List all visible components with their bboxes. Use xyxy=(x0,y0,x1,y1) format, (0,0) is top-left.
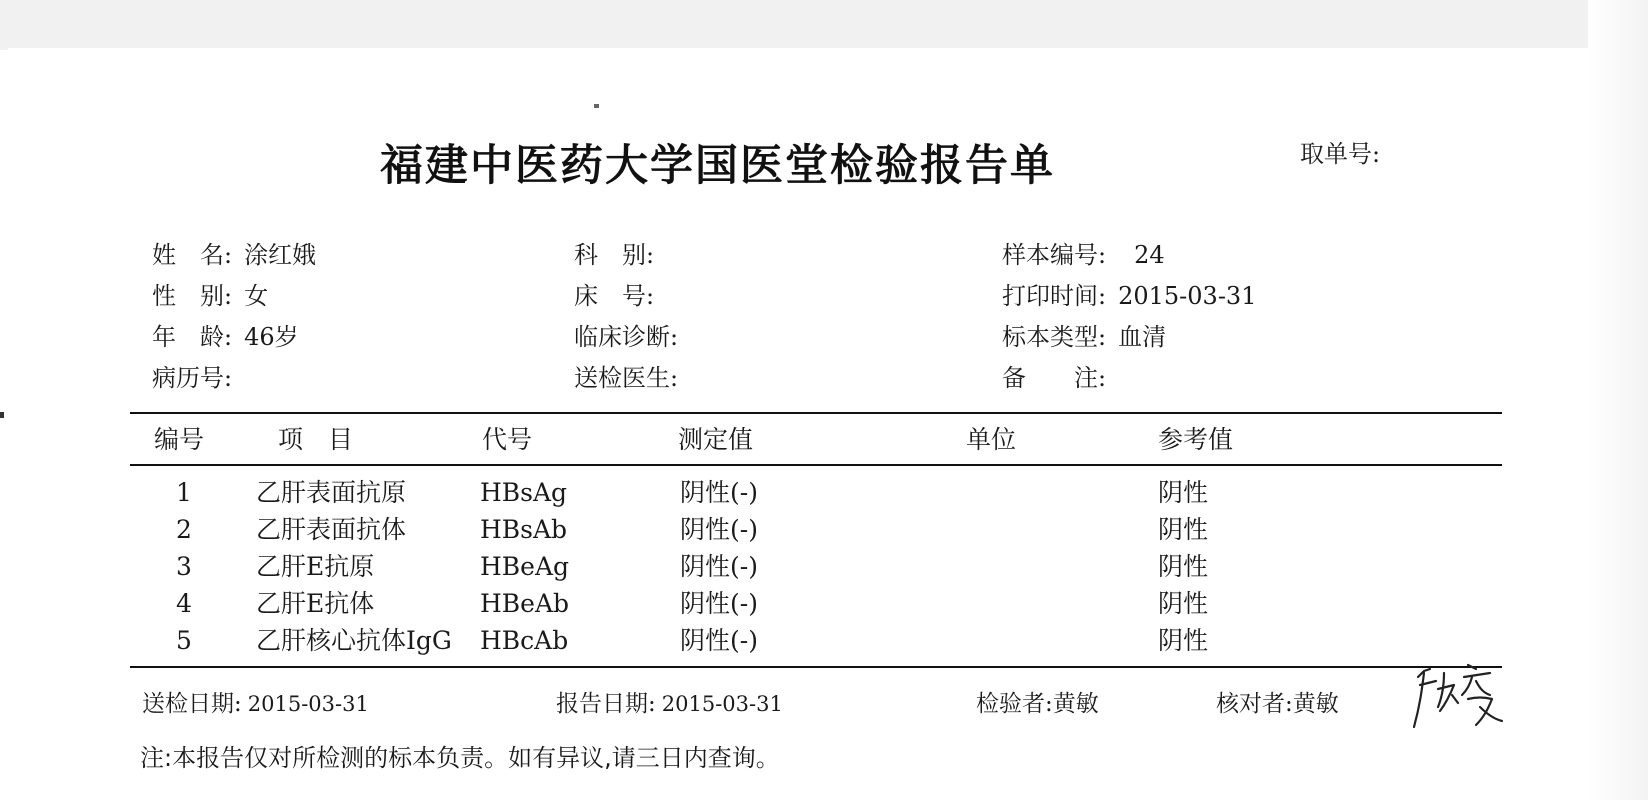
row-item: 乙肝E抗体 xyxy=(256,589,375,618)
record-number-field xyxy=(152,361,232,395)
sample-number-label: 样本编号: xyxy=(1002,241,1107,269)
age-field xyxy=(152,320,299,354)
header-value: 测定值 xyxy=(678,425,754,454)
age-value: 46岁 xyxy=(244,323,299,351)
table-header-rule xyxy=(130,464,1502,466)
handwritten-signature xyxy=(1410,655,1520,735)
report-date-value: 2015-03-31 xyxy=(661,692,783,716)
remark-field xyxy=(1002,361,1106,395)
sample-number-field xyxy=(1002,238,1165,272)
row-value: 阴性(-) xyxy=(680,515,758,544)
row-code: HBsAb xyxy=(480,515,568,544)
paper-speck xyxy=(594,104,599,108)
specimen-type-label: 标本类型: xyxy=(1002,323,1107,351)
department-field xyxy=(574,238,654,272)
row-value: 阴性(-) xyxy=(680,589,758,618)
bed-label: 床 号: xyxy=(574,282,655,310)
sex-value: 女 xyxy=(244,282,269,310)
submit-date-field xyxy=(142,685,369,718)
department-label: 科 别: xyxy=(574,241,655,269)
row-value: 阴性(-) xyxy=(680,478,758,507)
row-item: 乙肝核心抗体IgG xyxy=(256,626,452,655)
row-number: 2 xyxy=(176,515,192,544)
doctor-label: 送检医生: xyxy=(574,364,679,392)
tester-value: 黄敏 xyxy=(1052,691,1099,717)
disclaimer-note: 注:本报告仅对所检测的标本负责。如有异议,请三日内查询。 xyxy=(140,744,780,772)
name-value: 涂红娥 xyxy=(244,241,317,269)
header-reference: 参考值 xyxy=(1158,425,1234,454)
row-number: 3 xyxy=(176,552,192,581)
scan-edge-shadow xyxy=(1588,0,1648,800)
row-reference: 阴性 xyxy=(1158,515,1209,544)
print-time-field xyxy=(1002,279,1256,313)
row-reference: 阴性 xyxy=(1158,552,1209,581)
doctor-field xyxy=(574,361,678,395)
report-title: 福建中医药大学国医堂检验报告单 xyxy=(380,141,1055,191)
table-bottom-rule xyxy=(130,666,1502,668)
specimen-type-field xyxy=(1002,320,1166,354)
sex-field xyxy=(152,279,268,313)
bed-field xyxy=(574,279,654,313)
checker-field xyxy=(1216,685,1339,718)
paper-speck-left xyxy=(0,412,4,418)
diagnosis-label: 临床诊断: xyxy=(574,323,679,351)
row-code: HBsAg xyxy=(480,478,568,507)
specimen-type-value: 血清 xyxy=(1118,323,1167,351)
record-number-label: 病历号: xyxy=(152,364,233,392)
scan-background xyxy=(0,0,1648,50)
row-item: 乙肝E抗原 xyxy=(256,552,375,581)
report-date-field xyxy=(556,685,783,718)
sample-number-value: 24 xyxy=(1134,241,1165,269)
row-number: 4 xyxy=(176,589,192,618)
row-reference: 阴性 xyxy=(1158,589,1209,618)
row-value: 阴性(-) xyxy=(680,552,758,581)
header-unit: 单位 xyxy=(966,425,1017,454)
age-label: 年 龄: xyxy=(152,323,233,351)
row-value: 阴性(-) xyxy=(680,626,758,655)
row-reference: 阴性 xyxy=(1158,626,1209,655)
diagnosis-field xyxy=(574,320,678,354)
row-code: HBeAb xyxy=(480,589,570,618)
name-label: 姓 名: xyxy=(152,241,233,269)
row-reference: 阴性 xyxy=(1158,478,1209,507)
row-number: 5 xyxy=(176,626,192,655)
header-number: 编号 xyxy=(154,425,205,454)
row-item: 乙肝表面抗体 xyxy=(256,515,407,544)
row-code: HBcAb xyxy=(480,626,569,655)
sex-label: 性 别: xyxy=(152,282,233,310)
print-time-label: 打印时间: xyxy=(1002,282,1107,310)
report-date-label: 报告日期: xyxy=(556,691,656,717)
submit-date-label: 送检日期: xyxy=(142,691,242,717)
row-number: 1 xyxy=(176,478,192,507)
checker-value: 黄敏 xyxy=(1292,691,1339,717)
tester-label: 检验者: xyxy=(976,691,1053,717)
order-number-label: 取单号: xyxy=(1300,140,1381,168)
row-item: 乙肝表面抗原 xyxy=(256,478,407,507)
name-field xyxy=(152,238,316,272)
table-top-rule xyxy=(130,412,1502,414)
checker-label: 核对者: xyxy=(1216,691,1293,717)
row-code: HBeAg xyxy=(480,552,570,581)
header-item: 项 目 xyxy=(278,425,354,454)
print-time-value: 2015-03-31 xyxy=(1118,282,1257,310)
header-code: 代号 xyxy=(482,425,533,454)
tester-field xyxy=(976,685,1099,718)
remark-label: 备 注: xyxy=(1002,364,1107,392)
submit-date-value: 2015-03-31 xyxy=(247,692,369,716)
